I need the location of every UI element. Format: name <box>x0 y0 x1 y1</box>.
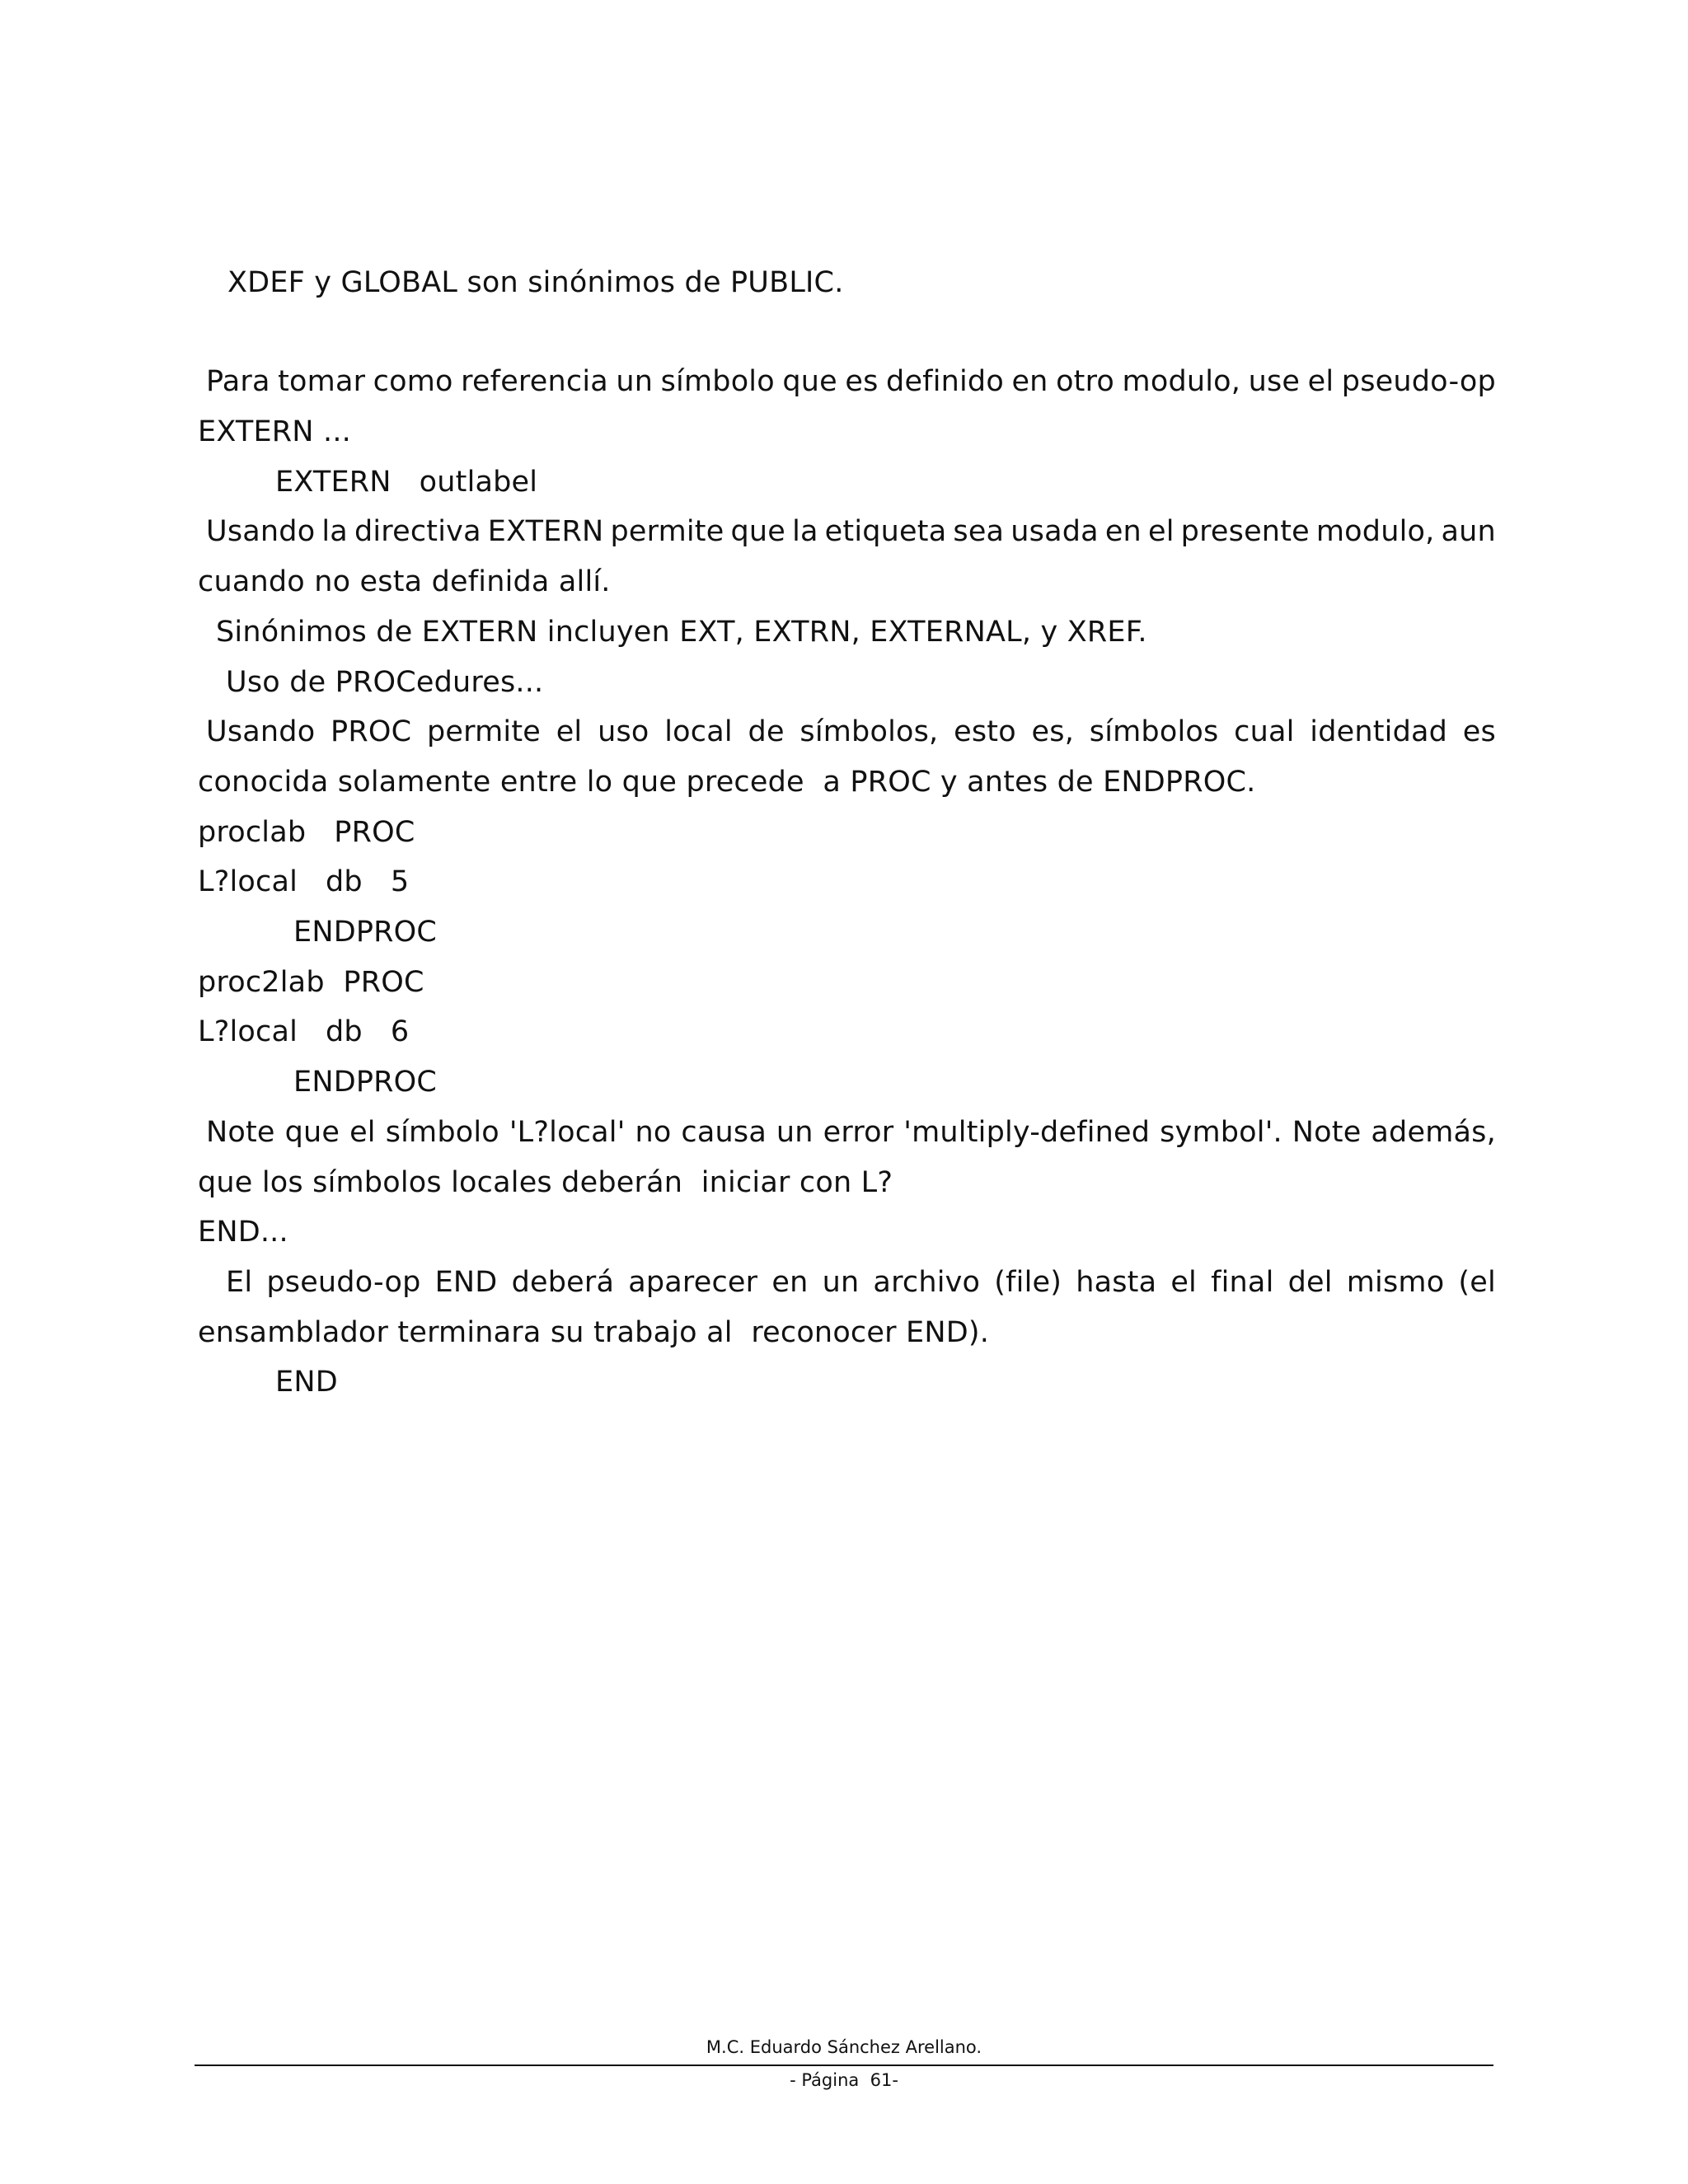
paragraph-line: ensamblador terminara su trabajo al reconocer END). <box>198 1316 990 1349</box>
word: pseudo-op <box>1341 365 1496 398</box>
word: identidad <box>1310 715 1448 748</box>
code-line: L?local db 6 <box>198 1015 410 1048</box>
word: aparecer <box>628 1266 758 1299</box>
word: que <box>284 1116 340 1149</box>
word: símbolo <box>660 365 775 398</box>
word: mismo <box>1346 1266 1445 1299</box>
word: symbol'. <box>1160 1116 1282 1149</box>
paragraph-line-justified <box>226 1266 1496 1299</box>
word: un <box>776 1116 814 1149</box>
word: Note <box>206 1116 275 1149</box>
paragraph-line: Sinónimos de EXTERN incluyen EXT, EXTRN, EXTERNAL, y XREF. <box>216 616 1147 649</box>
word: no <box>635 1116 672 1149</box>
word: uso <box>598 715 649 748</box>
word: modulo, <box>1122 365 1241 398</box>
word: un <box>822 1266 860 1299</box>
word: pseudo-op <box>266 1266 421 1299</box>
code-line: L?local db 5 <box>198 865 410 898</box>
word: en <box>1011 365 1048 398</box>
word: presente <box>1180 515 1310 548</box>
word: el <box>349 1116 376 1149</box>
word: además, <box>1371 1116 1496 1149</box>
word: otro <box>1056 365 1115 398</box>
footer-author: M.C. Eduardo Sánchez Arellano. <box>706 2037 982 2057</box>
code-line: ENDPROC <box>293 916 438 949</box>
word: permite <box>610 515 724 548</box>
paragraph-line-justified <box>206 715 1496 748</box>
word: etiqueta <box>824 515 947 548</box>
paragraph-line: cuando no esta definida allí. <box>198 565 611 598</box>
word: el <box>1307 365 1334 398</box>
word: deberá <box>511 1266 615 1299</box>
word: PROC <box>331 715 412 748</box>
word: use <box>1248 365 1301 398</box>
paragraph-line: XDEF y GLOBAL son sinónimos de PUBLIC. <box>227 266 844 299</box>
word: es <box>1462 715 1496 748</box>
paragraph-line: conocida solamente entre lo que precede a PROC y antes de ENDPROC. <box>198 766 1256 799</box>
footer-divider <box>195 2064 1493 2066</box>
code-line: END <box>275 1366 338 1399</box>
word: el <box>556 715 583 748</box>
word: cual <box>1234 715 1295 748</box>
word: sea <box>953 515 1005 548</box>
word: símbolos, <box>799 715 939 748</box>
word: usada <box>1010 515 1099 548</box>
word: el <box>1170 1266 1197 1299</box>
word: END <box>434 1266 498 1299</box>
word: Usando <box>206 515 316 548</box>
word: aun <box>1441 515 1496 548</box>
word: Usando <box>206 715 316 748</box>
word: en <box>771 1266 809 1299</box>
word: es <box>845 365 879 398</box>
word: es, <box>1031 715 1075 748</box>
word: final <box>1211 1266 1274 1299</box>
word: (file) <box>994 1266 1062 1299</box>
word: El <box>226 1266 253 1299</box>
word: 'multiply-defined <box>903 1116 1151 1149</box>
paragraph-line-justified <box>206 515 1496 548</box>
word: (el <box>1458 1266 1496 1299</box>
word: de <box>748 715 785 748</box>
word: local <box>664 715 733 748</box>
paragraph-line: EXTERN ... <box>198 415 351 448</box>
code-line: proc2lab PROC <box>198 966 424 999</box>
paragraph-line: END... <box>198 1216 288 1249</box>
word: del <box>1287 1266 1333 1299</box>
word: error <box>823 1116 894 1149</box>
word: referencia <box>461 365 608 398</box>
word: símbolos <box>1089 715 1219 748</box>
word: causa <box>681 1116 767 1149</box>
word: que <box>782 365 837 398</box>
paragraph-line: Uso de PROCedures... <box>226 666 544 699</box>
word: EXTERN <box>487 515 604 548</box>
paragraph-line-justified <box>206 365 1496 398</box>
word: definido <box>886 365 1004 398</box>
word: la <box>321 515 348 548</box>
footer-page-number: - Página 61- <box>790 2070 898 2090</box>
paragraph-line: que los símbolos locales deberán iniciar con L? <box>198 1166 893 1199</box>
word: directiva <box>354 515 481 548</box>
word: Note <box>1292 1116 1362 1149</box>
word: la <box>792 515 818 548</box>
word: un <box>616 365 654 398</box>
word: permite <box>426 715 541 748</box>
word: el <box>1147 515 1175 548</box>
word: como <box>373 365 453 398</box>
paragraph-line-justified <box>206 1116 1496 1149</box>
word: esto <box>954 715 1016 748</box>
code-line: EXTERN outlabel <box>275 466 538 499</box>
word: archivo <box>873 1266 981 1299</box>
word: modulo, <box>1315 515 1435 548</box>
word: Para <box>206 365 270 398</box>
code-line: proclab PROC <box>198 816 415 849</box>
word: que <box>730 515 786 548</box>
code-line: ENDPROC <box>293 1066 438 1099</box>
word: tomar <box>278 365 366 398</box>
word: 'L?local' <box>509 1116 626 1149</box>
word: en <box>1104 515 1142 548</box>
word: hasta <box>1076 1266 1157 1299</box>
word: símbolo <box>385 1116 499 1149</box>
